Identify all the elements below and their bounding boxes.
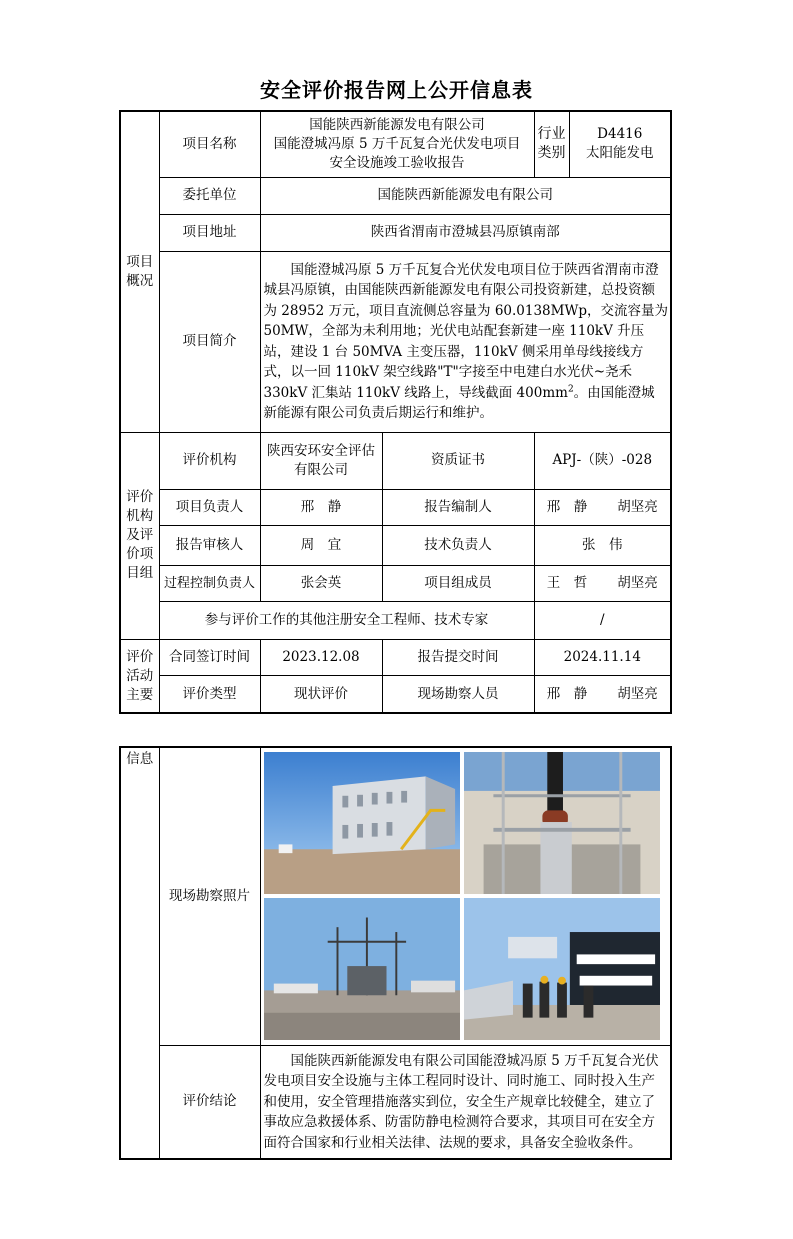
submit-label: 报告提交时间 [382, 640, 534, 676]
section-overview: 项目 概况 [120, 111, 159, 432]
project-name: 国能陕西新能源发电有限公司 国能澄城冯原 5 万千瓦复合光伏发电项目 安全设施竣工验收报告 [260, 111, 534, 177]
address-label: 项目地址 [159, 214, 260, 251]
cert-value: APJ-（陕）-028 [534, 432, 671, 489]
others-value: / [534, 602, 671, 640]
survey-value: 邢 静 胡坚亮 [534, 676, 671, 713]
tech-label: 技术负责人 [382, 525, 534, 565]
reviewer-value: 周 宜 [260, 525, 382, 565]
cert-label: 资质证书 [382, 432, 534, 489]
photo-cable-pole [464, 752, 660, 894]
submit-date: 2024.11.14 [534, 640, 671, 676]
type-value: 现状评价 [260, 676, 382, 713]
page-title: 安全评价报告网上公开信息表 [260, 78, 533, 102]
info-table-main [119, 110, 672, 714]
process-label: 过程控制负责人 [159, 565, 260, 601]
members-label: 项目组成员 [382, 565, 534, 601]
photos-label: 现场勘察照片 [159, 747, 260, 1045]
intro-label: 项目简介 [159, 251, 260, 432]
photos-cell [260, 747, 671, 1045]
conclusion-text: 国能陕西新能源发电有限公司国能澄城冯原 5 万千瓦复合光伏发电项目安全设施与主体工程同时设计、同时施工、同时投入生产和使用，安全管理措施落实到位，安全生产规章比较健全，建立了事故应急救援体系、防雷防静电检测符合要求，其项目可在安全方面符合国家和行业相关法律、法规的要求，具备安全验收条件。 [260, 1045, 671, 1159]
conclusion-label: 评价结论 [159, 1045, 260, 1159]
members-value: 王 哲 胡坚亮 [534, 565, 671, 601]
reviewer-label: 报告审核人 [159, 525, 260, 565]
project-name-label: 项目名称 [159, 111, 260, 177]
leader-value: 邢 静 [260, 489, 382, 525]
industry-value: D4416 太阳能发电 [569, 111, 671, 177]
process-value: 张会英 [260, 565, 382, 601]
agency-label: 评价机构 [159, 432, 260, 489]
photo-team [464, 898, 660, 1040]
type-label: 评价类型 [159, 676, 260, 713]
leader-label: 项目负责人 [159, 489, 260, 525]
client-value: 国能陕西新能源发电有限公司 [260, 177, 671, 214]
contract-label: 合同签订时间 [159, 640, 260, 676]
industry-label: 行业 类别 [534, 111, 569, 177]
photo-substation [264, 898, 460, 1040]
compiler-label: 报告编制人 [382, 489, 534, 525]
client-label: 委托单位 [159, 177, 260, 214]
section-org: 评价 机构 及评 价项 目组 [120, 432, 159, 640]
agency-value: 陕西安环安全评估 有限公司 [260, 432, 382, 489]
survey-label: 现场勘察人员 [382, 676, 534, 713]
intro-text: 国能澄城冯原 5 万千瓦复合光伏发电项目位于陕西省渭南市澄城县冯原镇，由国能陕西新能源发电有限公司投资新建，总投资额为 28952 万元，项目直流侧总容量为 60.0138MWp，交流容量为 50MW，全部为未利用地；光伏电站配套新建一座 110kV 升压站，建设 1 台 50MVA 主变压器，110kV 侧采用单母线接线方式，以一回 110kV 架空线路"T"字接至中电建白水光伏~尧禾 330kV 汇集站 110kV 线路上，导线截面 $400mm^2$。由国能澄城新能源有限公司负责后期运行和维护。 [260, 251, 671, 432]
address-value: 陕西省渭南市澄城县冯原镇南部 [260, 214, 671, 251]
photo-building [264, 752, 460, 894]
compiler-value: 邢 静 胡坚亮 [534, 489, 671, 525]
section-activity: 评价 活动 主要 [120, 640, 159, 713]
tech-value: 张 伟 [534, 525, 671, 565]
contract-date: 2023.12.08 [260, 640, 382, 676]
section-info: 信息 [120, 747, 159, 1159]
info-table-photos [119, 746, 672, 1160]
others-label: 参与评价工作的其他注册安全工程师、技术专家 [159, 602, 534, 640]
